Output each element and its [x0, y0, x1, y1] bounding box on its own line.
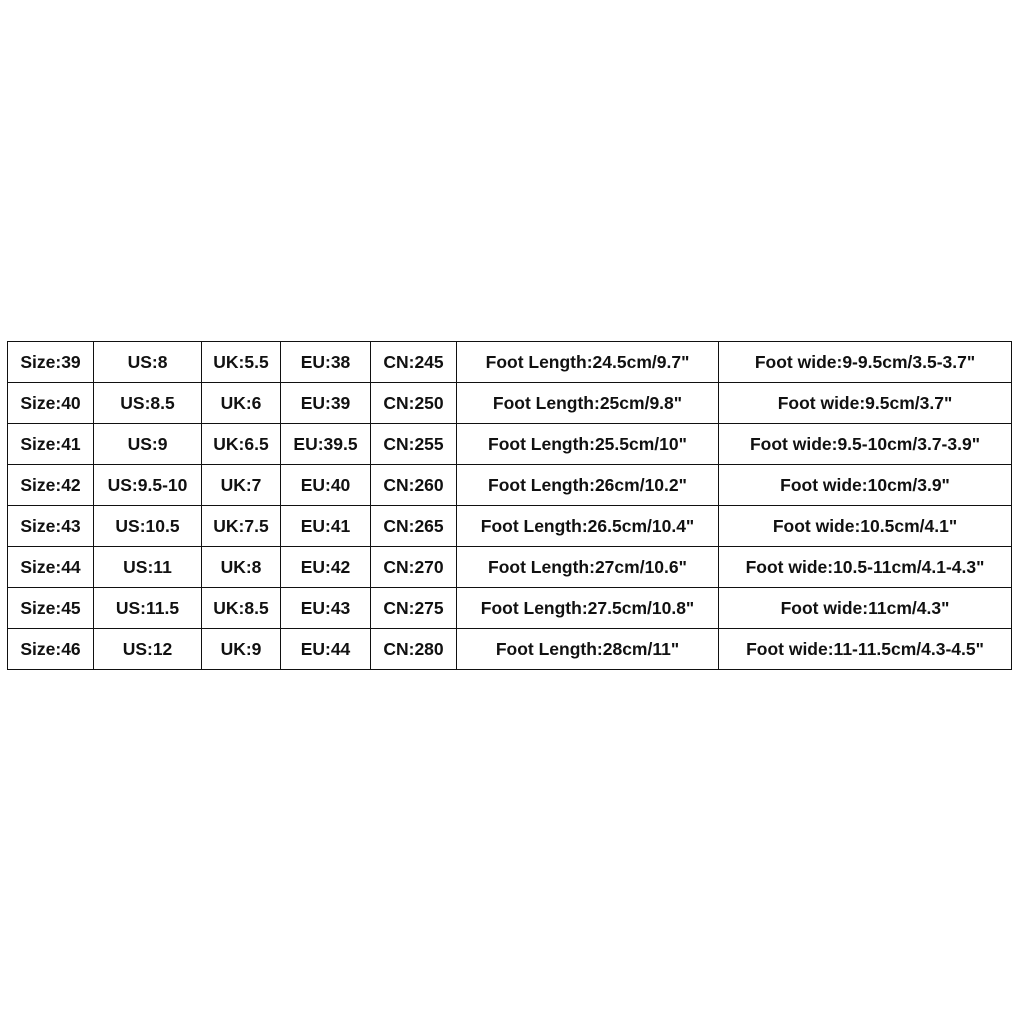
size-cell: Size:44 [8, 547, 94, 588]
table-row [8, 629, 1012, 670]
eu-size-cell: EU:42 [281, 547, 371, 588]
uk-size-cell: UK:8 [202, 547, 281, 588]
size-cell: Size:42 [8, 465, 94, 506]
eu-size-cell: EU:39 [281, 383, 371, 424]
uk-size-cell: UK:5.5 [202, 342, 281, 383]
table-row [8, 588, 1012, 629]
uk-size-cell: UK:9 [202, 629, 281, 670]
cn-size-cell: CN:260 [371, 465, 457, 506]
size-cell: Size:43 [8, 506, 94, 547]
table-row [8, 547, 1012, 588]
size-cell: Size:45 [8, 588, 94, 629]
foot-width-cell: Foot wide:10.5-11cm/4.1-4.3" [719, 547, 1012, 588]
cn-size-cell: CN:245 [371, 342, 457, 383]
eu-size-cell: EU:40 [281, 465, 371, 506]
foot-length-cell: Foot Length:28cm/11" [457, 629, 719, 670]
size-cell: Size:40 [8, 383, 94, 424]
cn-size-cell: CN:255 [371, 424, 457, 465]
table-row [8, 506, 1012, 547]
cn-size-cell: CN:280 [371, 629, 457, 670]
foot-length-cell: Foot Length:25cm/9.8" [457, 383, 719, 424]
eu-size-cell: EU:44 [281, 629, 371, 670]
us-size-cell: US:11.5 [94, 588, 202, 629]
foot-width-cell: Foot wide:10cm/3.9" [719, 465, 1012, 506]
us-size-cell: US:11 [94, 547, 202, 588]
us-size-cell: US:10.5 [94, 506, 202, 547]
foot-length-cell: Foot Length:27.5cm/10.8" [457, 588, 719, 629]
foot-width-cell: Foot wide:11cm/4.3" [719, 588, 1012, 629]
cn-size-cell: CN:275 [371, 588, 457, 629]
size-cell: Size:39 [8, 342, 94, 383]
size-cell: Size:41 [8, 424, 94, 465]
uk-size-cell: UK:6 [202, 383, 281, 424]
table-row [8, 383, 1012, 424]
size-cell: Size:46 [8, 629, 94, 670]
foot-width-cell: Foot wide:9.5-10cm/3.7-3.9" [719, 424, 1012, 465]
size-chart-table [7, 341, 1012, 670]
table-row [8, 342, 1012, 383]
table-row [8, 424, 1012, 465]
foot-width-cell: Foot wide:11-11.5cm/4.3-4.5" [719, 629, 1012, 670]
us-size-cell: US:8 [94, 342, 202, 383]
foot-length-cell: Foot Length:26.5cm/10.4" [457, 506, 719, 547]
foot-length-cell: Foot Length:25.5cm/10" [457, 424, 719, 465]
foot-length-cell: Foot Length:24.5cm/9.7" [457, 342, 719, 383]
eu-size-cell: EU:43 [281, 588, 371, 629]
foot-width-cell: Foot wide:10.5cm/4.1" [719, 506, 1012, 547]
eu-size-cell: EU:39.5 [281, 424, 371, 465]
foot-length-cell: Foot Length:26cm/10.2" [457, 465, 719, 506]
uk-size-cell: UK:7.5 [202, 506, 281, 547]
us-size-cell: US:9.5-10 [94, 465, 202, 506]
uk-size-cell: UK:7 [202, 465, 281, 506]
foot-width-cell: Foot wide:9.5cm/3.7" [719, 383, 1012, 424]
eu-size-cell: EU:41 [281, 506, 371, 547]
foot-width-cell: Foot wide:9-9.5cm/3.5-3.7" [719, 342, 1012, 383]
uk-size-cell: UK:6.5 [202, 424, 281, 465]
foot-length-cell: Foot Length:27cm/10.6" [457, 547, 719, 588]
us-size-cell: US:12 [94, 629, 202, 670]
cn-size-cell: CN:270 [371, 547, 457, 588]
eu-size-cell: EU:38 [281, 342, 371, 383]
uk-size-cell: UK:8.5 [202, 588, 281, 629]
cn-size-cell: CN:250 [371, 383, 457, 424]
us-size-cell: US:8.5 [94, 383, 202, 424]
cn-size-cell: CN:265 [371, 506, 457, 547]
us-size-cell: US:9 [94, 424, 202, 465]
table-row [8, 465, 1012, 506]
